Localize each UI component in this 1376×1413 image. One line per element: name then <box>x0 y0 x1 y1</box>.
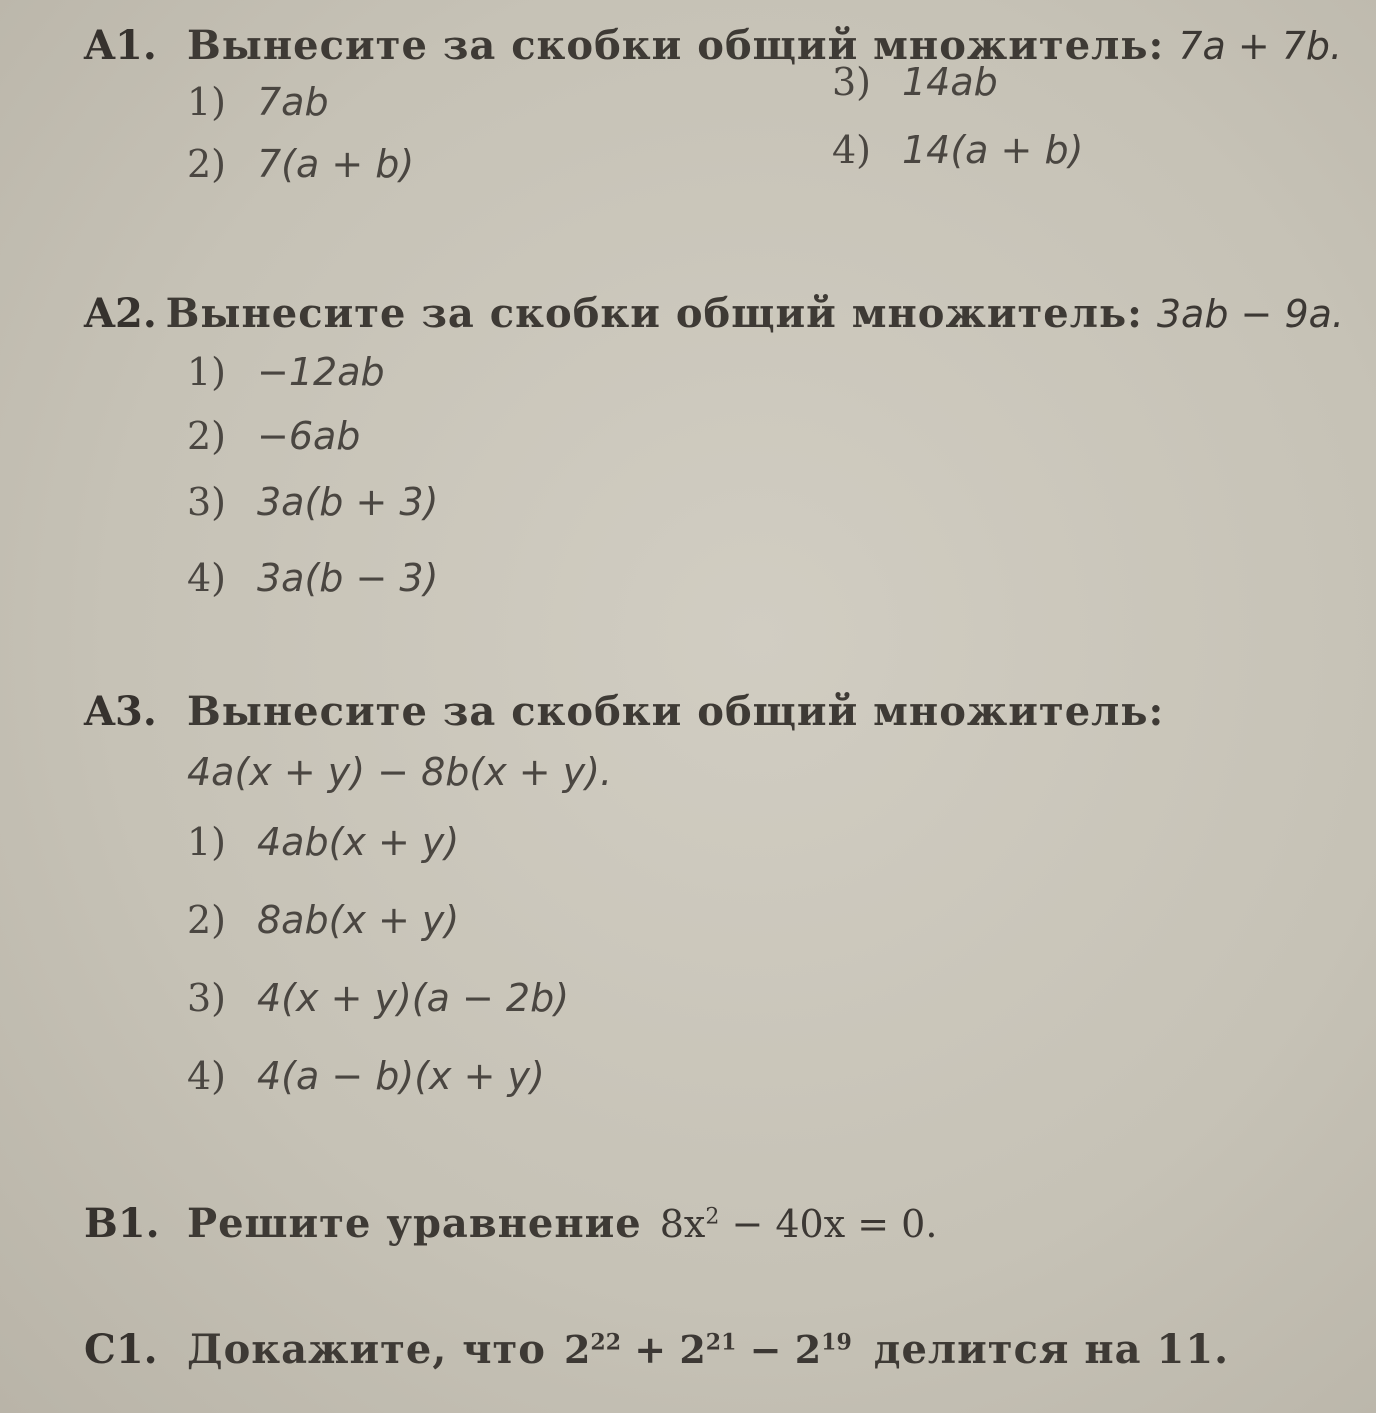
question-a1-expression: 7a + 7b. <box>1178 24 1343 68</box>
question-a2-header <box>84 290 1344 338</box>
question-c1 <box>84 1326 1344 1374</box>
b1-expression-rest: − 40x = 0. <box>719 1202 938 1246</box>
option-number: 1) <box>187 350 227 394</box>
option-value: 14ab <box>902 60 998 104</box>
question-a2-options <box>187 348 1344 602</box>
option-value: 3a(b − 3) <box>257 556 439 600</box>
c1-base-2: 2 <box>679 1327 706 1372</box>
question-a2-expression: 3ab − 9a. <box>1156 292 1344 336</box>
answer-option <box>187 478 1344 526</box>
option-value: 8ab(x + y) <box>257 898 460 942</box>
question-a2-text: Вынесите за скобки общий множитель: <box>165 290 1143 337</box>
c1-exponent-2: 21 <box>705 1329 737 1356</box>
question-a3-options <box>187 818 1344 1100</box>
option-number: 2) <box>187 414 227 458</box>
option-value: 3a(b + 3) <box>257 480 439 524</box>
option-number: 3) <box>187 480 227 524</box>
question-a2 <box>84 290 1344 602</box>
option-number: 2) <box>187 142 227 186</box>
answer-option <box>187 1052 1344 1100</box>
option-number: 4) <box>187 1054 227 1098</box>
c1-base-1: 2 <box>563 1327 591 1372</box>
option-value: 4(a − b)(x + y) <box>257 1054 545 1098</box>
answer-option <box>187 412 1344 460</box>
question-a1 <box>84 22 1344 188</box>
option-value: 7(a + b) <box>257 142 415 186</box>
c1-exponent-3: 19 <box>821 1329 852 1356</box>
question-c1-header <box>84 1326 1344 1374</box>
answer-option <box>187 140 832 188</box>
option-value: −12ab <box>257 350 385 394</box>
question-a1-text: Вынесите за скобки общий множитель: <box>187 22 1165 69</box>
question-a1-number: A1. <box>84 22 157 69</box>
option-number: 4) <box>832 128 872 172</box>
c1-operator-2: − <box>736 1327 795 1372</box>
answer-option <box>187 554 1344 602</box>
answer-option <box>187 896 1344 944</box>
question-a1-options <box>187 60 1344 188</box>
question-b1-expression <box>660 1200 938 1248</box>
option-value: 4ab(x + y) <box>257 820 460 864</box>
option-value: 4(x + y)(a − 2b) <box>257 976 570 1020</box>
question-a3-number: A3. <box>84 688 157 735</box>
question-a3-text: Вынесите за скобки общий множитель: <box>187 688 1165 735</box>
c1-exponent-1: 22 <box>590 1329 622 1356</box>
question-c1-number: C1. <box>84 1326 158 1373</box>
question-c1-text: Докажите, что <box>187 1326 546 1373</box>
answer-option <box>832 58 1232 126</box>
answer-option <box>187 974 1344 1022</box>
question-c1-tail: делится на 11. <box>873 1326 1230 1373</box>
question-b1-text: Решите уравнение <box>187 1200 642 1247</box>
option-number: 1) <box>187 820 227 864</box>
option-number: 3) <box>187 976 227 1020</box>
b1-term-base: 8x <box>659 1202 706 1246</box>
question-b1 <box>84 1200 1344 1248</box>
question-a2-number: A2. <box>84 290 157 337</box>
answer-option <box>187 818 1344 866</box>
option-value: −6ab <box>257 414 361 458</box>
question-b1-number: B1. <box>84 1200 160 1247</box>
option-number: 1) <box>187 80 227 124</box>
c1-operator-1: + <box>621 1327 680 1372</box>
option-number: 2) <box>187 898 227 942</box>
option-value: 7ab <box>257 80 329 124</box>
c1-base-3: 2 <box>794 1327 822 1372</box>
answer-option <box>187 348 1344 396</box>
question-a3-header <box>84 688 1344 736</box>
b1-term-exponent: 2 <box>705 1204 720 1230</box>
option-value: 14(a + b) <box>902 128 1084 172</box>
option-number: 4) <box>187 556 227 600</box>
option-number: 3) <box>832 60 872 104</box>
answer-option <box>832 126 1232 188</box>
question-a3 <box>84 688 1344 1100</box>
question-a3-expression: 4a(x + y) − 8b(x + y). <box>187 750 613 794</box>
question-b1-header <box>84 1200 1344 1248</box>
answer-option <box>187 78 832 126</box>
question-c1-expression <box>564 1326 852 1374</box>
